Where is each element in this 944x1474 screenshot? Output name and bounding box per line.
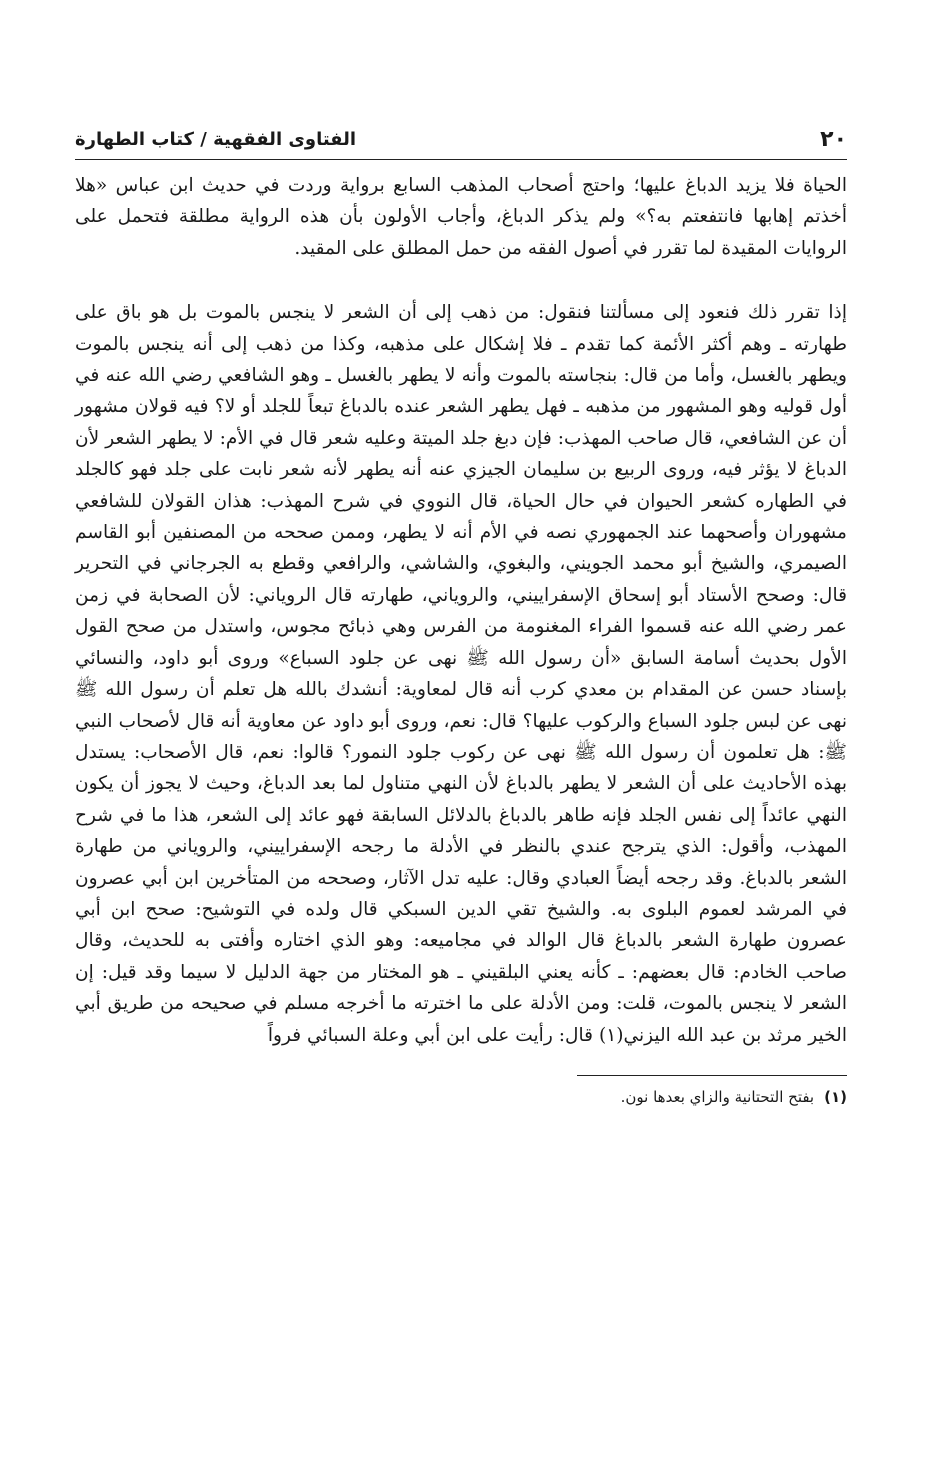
paragraph: الحياة فلا يزيد الدباغ عليها؛ واحتج أصحاب المذهب السابع برواية وردت في حديث ابن عباس «هلا أخذتم إهابها فانتفعتم به؟» ولم يذكر الدباغ، وأجاب الأولون بأن هذه الرواية مطلقة فتحمل على الروايات المقيدة لما تقرر في أصول الفقه من حمل المطلق على المقيد. (75, 175, 847, 259)
footnote-text: بفتح التحتانية والزاي بعدها نون. (620, 1087, 815, 1106)
footnote (75, 1088, 847, 1106)
paragraph: إذا تقرر ذلك فنعود إلى مسألتنا فنقول: من ذهب إلى أن الشعر لا ينجس بالموت بل هو باق على طهارته ـ وهم أكثر الأئمة كما تقدم ـ فلا إشكال على مذهبه، وكذا من ذهب إلى أنه ينجس بالموت ويطهر بالغسل، وأما من قال: بنجاسته بالموت وأنه لا يطهر بالغسل ـ وهو الشافعي رضي الله عنه في أول قوليه وهو المشهور من مذهبه ـ فهل يطهر الشعر عنده بالدباغ تبعاً للجلد أو لا؟ فيه قولان مشهور أن عن الشافعي، قال صاحب المهذب: فإن دبغ جلد الميتة وعليه شعر قال في الأم: لا يطهر الشعر لأن الدباغ لا يؤثر فيه، وروى الربيع بن سليمان الجيزي عنه أنه يطهر لأنه شعر نابت على جلد فهو كالجلد في الطهاره كشعر الحيوان في حال الحياة، قال النووي في شرح المهذب: هذان القولان للشافعي مشهوران وأصحهما عند الجمهوري نصه في الأم أنه لا يطهر، وممن صححه من المصنفين أبو القاسم الصيمري، والشيخ أبو محمد الجويني، والبغوي، والشاشي، والرافعي وقطع به الجرجاني في التحرير قال: وصحح الأستاد أبو إسحاق الإسفراييني، والروياني، طهارته قال الروياني: لأن الصحابة في زمن عمر رضي الله عنه قسموا الفراء المغنومة من الفرس وهي ذبائح مجوس، واستدل من صحح القول الأول بحديث أسامة السابق «أن رسول الله ﷺ نهى عن جلود السباع» وروى أبو داود، والنسائي بإسناد حسن عن المقدام بن معدي كرب أنه قال لمعاوية: أنشدك بالله هل تعلم أن رسول الله ﷺ نهى عن لبس جلود السباع والركوب عليها؟ قال: نعم، وروى أبو داود عن معاوية أنه قال لأصحاب النبي ﷺ: هل تعلمون أن رسول الله ﷺ نهى عن ركوب جلود النمور؟ قالوا: نعم، قال الأصحاب: يستدل بهذه الأحاديث على أن الشعر لا يطهر بالدباغ لأن النهي متناول لما بعد الدباغ، وحيث لا يجوز أن يكون النهي عائداً إلى نفس الجلد فإنه طاهر بالدباغ بالدلائل السابقة فهو عائد إلى الشعر، هذا ما في شرح المهذب، وأقول: الذي يترجح عندي بالنظر في الأدلة ما رجحه الإسفراييني، والروياني من طهارة الشعر بالدباغ. وقد رجحه أيضاً العبادي وقال: عليه تدل الآثار، وصححه من المتأخرين ابن أبي عصرون في المرشد لعموم البلوى به. والشيخ تقي الدين السبكي قال ولده في التوشيح: صحح ابن أبي عصرون طهارة الشعر بالدباغ قال الوالد في مجاميعه: وهو الذي اختاره وأفتى به للحديث، وقال صاحب الخادم: قال بعضهم: ـ كأنه يعني البلقيني ـ هو المختار من جهة الدليل لا سيما وقد قيل: إن الشعر لا ينجس بالموت، قلت: ومن الأدلة على ما اخترته ما أخرجه مسلم في صحيحه من طريق أبي الخير مرثد بن عبد الله اليزني(١) قال: رأيت على ابن أبي وعلة السبائي فرواً (75, 302, 848, 1046)
running-header (75, 125, 847, 160)
page-number: ٢٠ (820, 127, 847, 152)
body-text (75, 170, 847, 1051)
book-page (75, 125, 847, 1355)
footnote-marker: (١) (824, 1087, 847, 1106)
footnote-divider (577, 1075, 847, 1076)
running-title: الفتاوى الفقهية / كتاب الطهارة (75, 129, 357, 150)
